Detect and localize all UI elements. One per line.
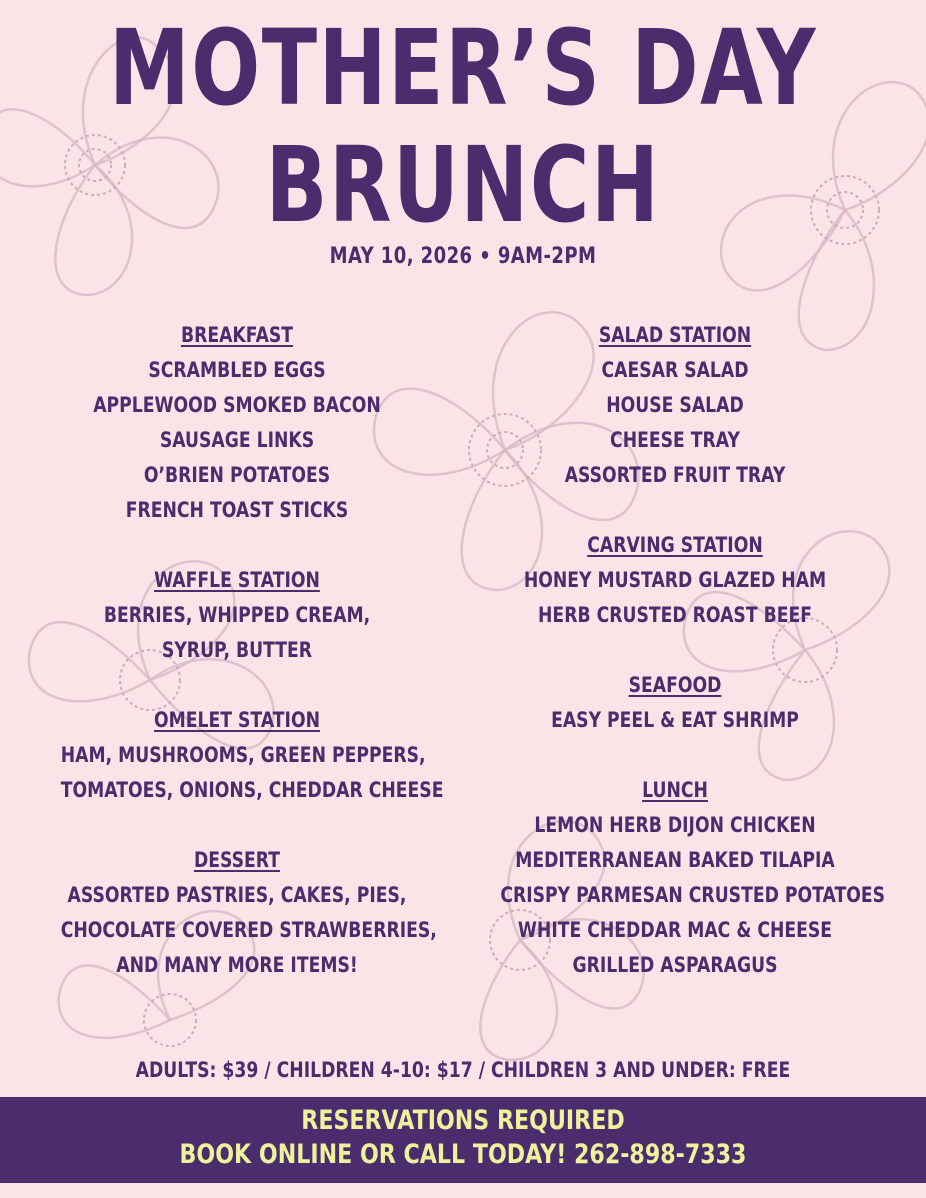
menu-section-breakfast [22, 318, 452, 528]
section-heading: SALAD STATION [598, 323, 752, 347]
menu-item: CRISPY PARMESAN CRUSTED POTATOES [500, 883, 886, 907]
section-heading: LUNCH [642, 778, 708, 802]
reservation-banner [0, 1097, 926, 1183]
event-date-time: MAY 10, 2026 • 9AM-2PM [329, 244, 597, 269]
menu-item: GRILLED ASPARAGUS [572, 953, 778, 977]
menu-item: CHOCOLATE COVERED STRAWBERRIES, [60, 918, 437, 942]
menu-item: EASY PEEL & EAT SHRIMP [551, 708, 799, 732]
menu-column-right [462, 318, 888, 983]
menu-item: SYRUP, BUTTER [161, 638, 313, 662]
menu-item: WHITE CHEDDAR MAC & CHEESE [517, 918, 833, 942]
menu-item: TOMATOES, ONIONS, CHEDDAR CHEESE [60, 778, 444, 802]
menu-section-waffle-station [22, 563, 452, 668]
menu-item: AND MANY MORE ITEMS! [116, 953, 358, 977]
menu-section-salad-station [462, 318, 888, 493]
menu-item: HERB CRUSTED ROAST BEEF [538, 603, 812, 627]
menu-item: HONEY MUSTARD GLAZED HAM [523, 568, 827, 592]
section-heading: OMELET STATION [153, 708, 321, 732]
menu-item: SAUSAGE LINKS [159, 428, 315, 452]
menu-item: CHEESE TRAY [610, 428, 740, 452]
pricing-line: ADULTS: $39 / CHILDREN 4-10: $17 / CHILDREN 3 AND UNDER: FREE [135, 1058, 791, 1082]
menu-column-left [22, 318, 452, 983]
menu-item: CAESAR SALAD [601, 358, 749, 382]
menu-item: BERRIES, WHIPPED CREAM, [103, 603, 371, 627]
page-title-line-2: BRUNCH [265, 124, 661, 246]
section-heading: SEAFOOD [628, 673, 722, 697]
menu-item: HOUSE SALAD [606, 393, 744, 417]
menu-item: ASSORTED PASTRIES, CAKES, PIES, [67, 883, 407, 907]
page-title-line-1: MOTHER’S DAY [108, 7, 818, 129]
section-heading: BREAKFAST [180, 323, 294, 347]
menu-item: O’BRIEN POTATOES [143, 463, 331, 487]
menu-section-seafood [462, 668, 888, 738]
section-heading: WAFFLE STATION [154, 568, 320, 592]
menu-section-omelet-station [22, 703, 452, 808]
menu-item: LEMON HERB DIJON CHICKEN [534, 813, 816, 837]
menu-section-dessert [22, 843, 452, 983]
menu-item: MEDITERRANEAN BAKED TILAPIA [515, 848, 835, 872]
menu-item: SCRAMBLED EGGS [148, 358, 326, 382]
menu-section-lunch [462, 773, 888, 983]
reservation-required-text: RESERVATIONS REQUIRED [301, 1105, 625, 1136]
section-heading: CARVING STATION [587, 533, 763, 557]
section-heading: DESSERT [193, 848, 281, 872]
menu-item: APPLEWOOD SMOKED BACON [93, 393, 381, 417]
menu-item: FRENCH TOAST STICKS [125, 498, 349, 522]
booking-phone-text: BOOK ONLINE OR CALL TODAY! 262-898-7333 [179, 1139, 747, 1170]
menu-item: ASSORTED FRUIT TRAY [564, 463, 786, 487]
menu-section-carving-station [462, 528, 888, 633]
menu-item: HAM, MUSHROOMS, GREEN PEPPERS, [60, 743, 426, 767]
